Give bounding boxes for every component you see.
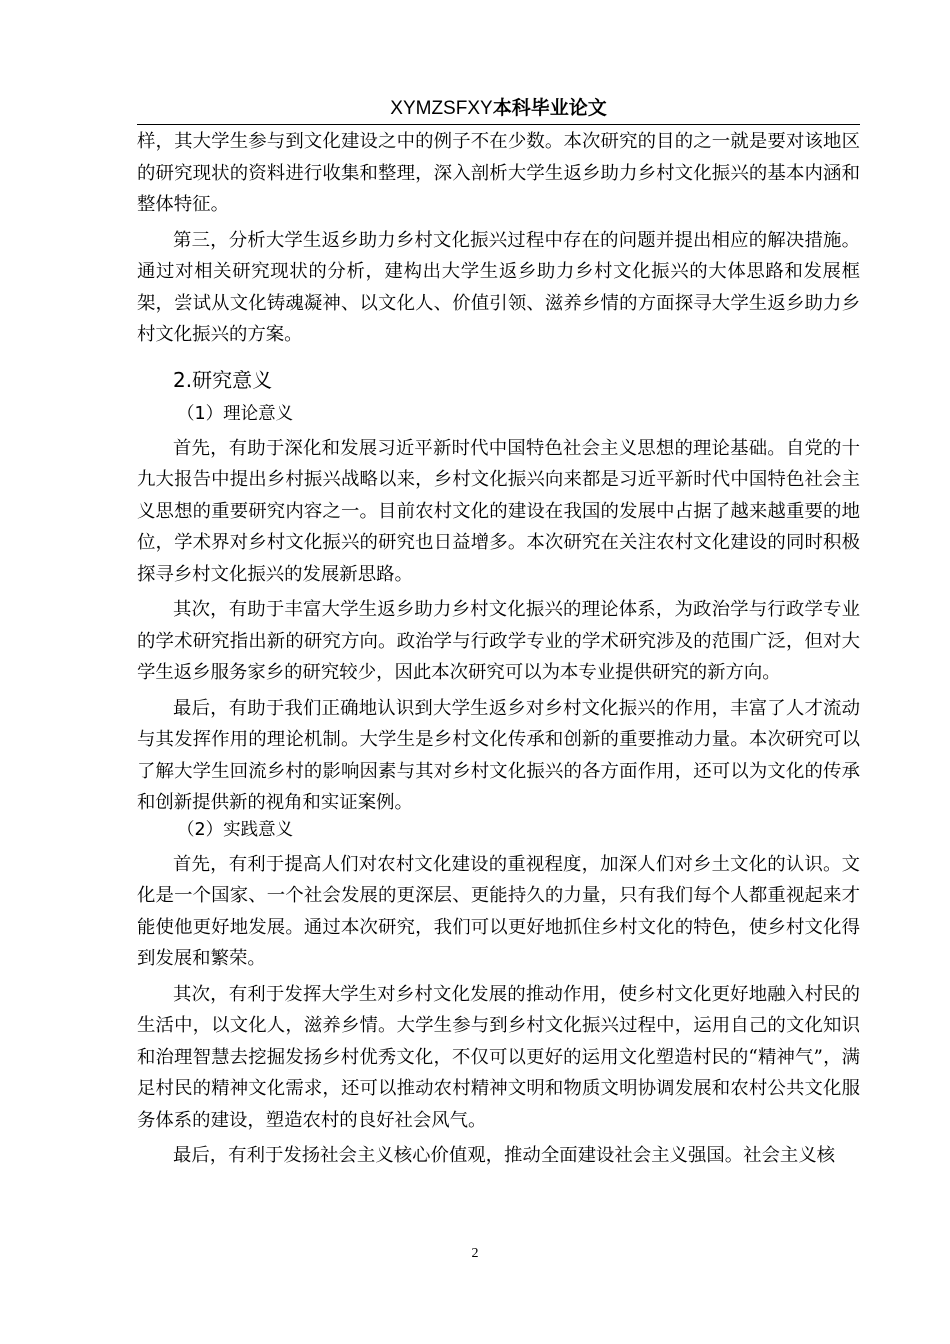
subheading-practical-significance: （2）实践意义 — [177, 819, 294, 840]
theory-paragraph-last: 最后，有助于我们正确地认识到大学生返乡对乡村文化振兴的作用，丰富了人才流动与其发挥作用的理论机制。大学生是乡村文化传承和创新的重要推动力量。本次研究可以了解大学生回流乡村的影响因素与其对乡村文化振兴的各方面作用，还可以为文化的传承和创新提供新的视角和实证案例。 — [137, 697, 860, 813]
section-heading-research-significance: 2.研究意义 — [173, 367, 273, 392]
theory-paragraph-first: 首先，有助于深化和发展习近平新时代中国特色社会主义思想的理论基础。自党的十九大报告中提出乡村振兴战略以来，乡村文化振兴向来都是习近平新时代中国特色社会主义思想的重要研究内容之一。目前农村文化的建设在我国的发展中占据了越来越重要的地位，学术界对乡村文化振兴的研究也日益增多。本次研究在关注农村文化建设的同时积极探寻乡村文化振兴的发展新思路。 — [137, 437, 860, 585]
practice-paragraph-last: 最后，有利于发扬社会主义核心价值观，推动全面建设社会主义强国。社会主义核 — [173, 1145, 836, 1166]
practice-paragraph-second: 其次，有利于发挥大学生对乡村文化发展的推动作用，使乡村文化更好地融入村民的生活中，以文化人，滋养乡情。大学生参与到乡村文化振兴过程中，运用自己的文化知识和治理智慧去挖掘发扬乡村优秀文化，不仅可以更好的运用文化塑造村民的“精神气”，满足村民的精神文化需求，还可以推动农村精神文明和物质文明协调发展和农村公共文化服务体系的建设，塑造农村的良好社会风气。 — [137, 983, 860, 1131]
page-number: 2 — [471, 1246, 479, 1261]
header-title: 本科毕业论文 — [492, 97, 607, 119]
subheading-theoretical-significance: （1）理论意义 — [177, 403, 294, 424]
practice-paragraph-first: 首先，有利于提高人们对农村文化建设的重视程度，加深人们对乡土文化的认识。文化是一个国家、一个社会发展的更深层、更能持久的力量，只有我们每个人都重视起来才能使他更好地发展。通过本次研究，我们可以更好地抓住乡村文化的特色，使乡村文化得到发展和繁荣。 — [137, 853, 860, 969]
theory-paragraph-second: 其次，有助于丰富大学生返乡助力乡村文化振兴的理论体系，为政治学与行政学专业的学术研究指出新的研究方向。政治学与行政学专业的学术研究涉及的范围广泛，但对大学生返乡服务家乡的研究较少，因此本次研究可以为本专业提供研究的新方向。 — [137, 599, 860, 683]
continued-paragraph: 样，其大学生参与到文化建设之中的例子不在少数。本次研究的目的之一就是要对该地区的研究现状的资料进行收集和整理，深入剖析大学生返乡助力乡村文化振兴的基本内涵和整体特征。 — [137, 131, 860, 215]
paragraph-third-objective: 第三，分析大学生返乡助力乡村文化振兴过程中存在的问题并提出相应的解决措施。通过对相关研究现状的分析，建构出大学生返乡助力乡村文化振兴的大体思路和发展框架，尝试从文化铸魂凝神、以文化人、价值引领、滋养乡情的方面探寻大学生返乡助力乡村文化振兴的方案。 — [137, 229, 860, 345]
document-body — [137, 126, 860, 1172]
header-code: XYMZSFXY — [390, 98, 493, 119]
page-header — [137, 95, 860, 125]
